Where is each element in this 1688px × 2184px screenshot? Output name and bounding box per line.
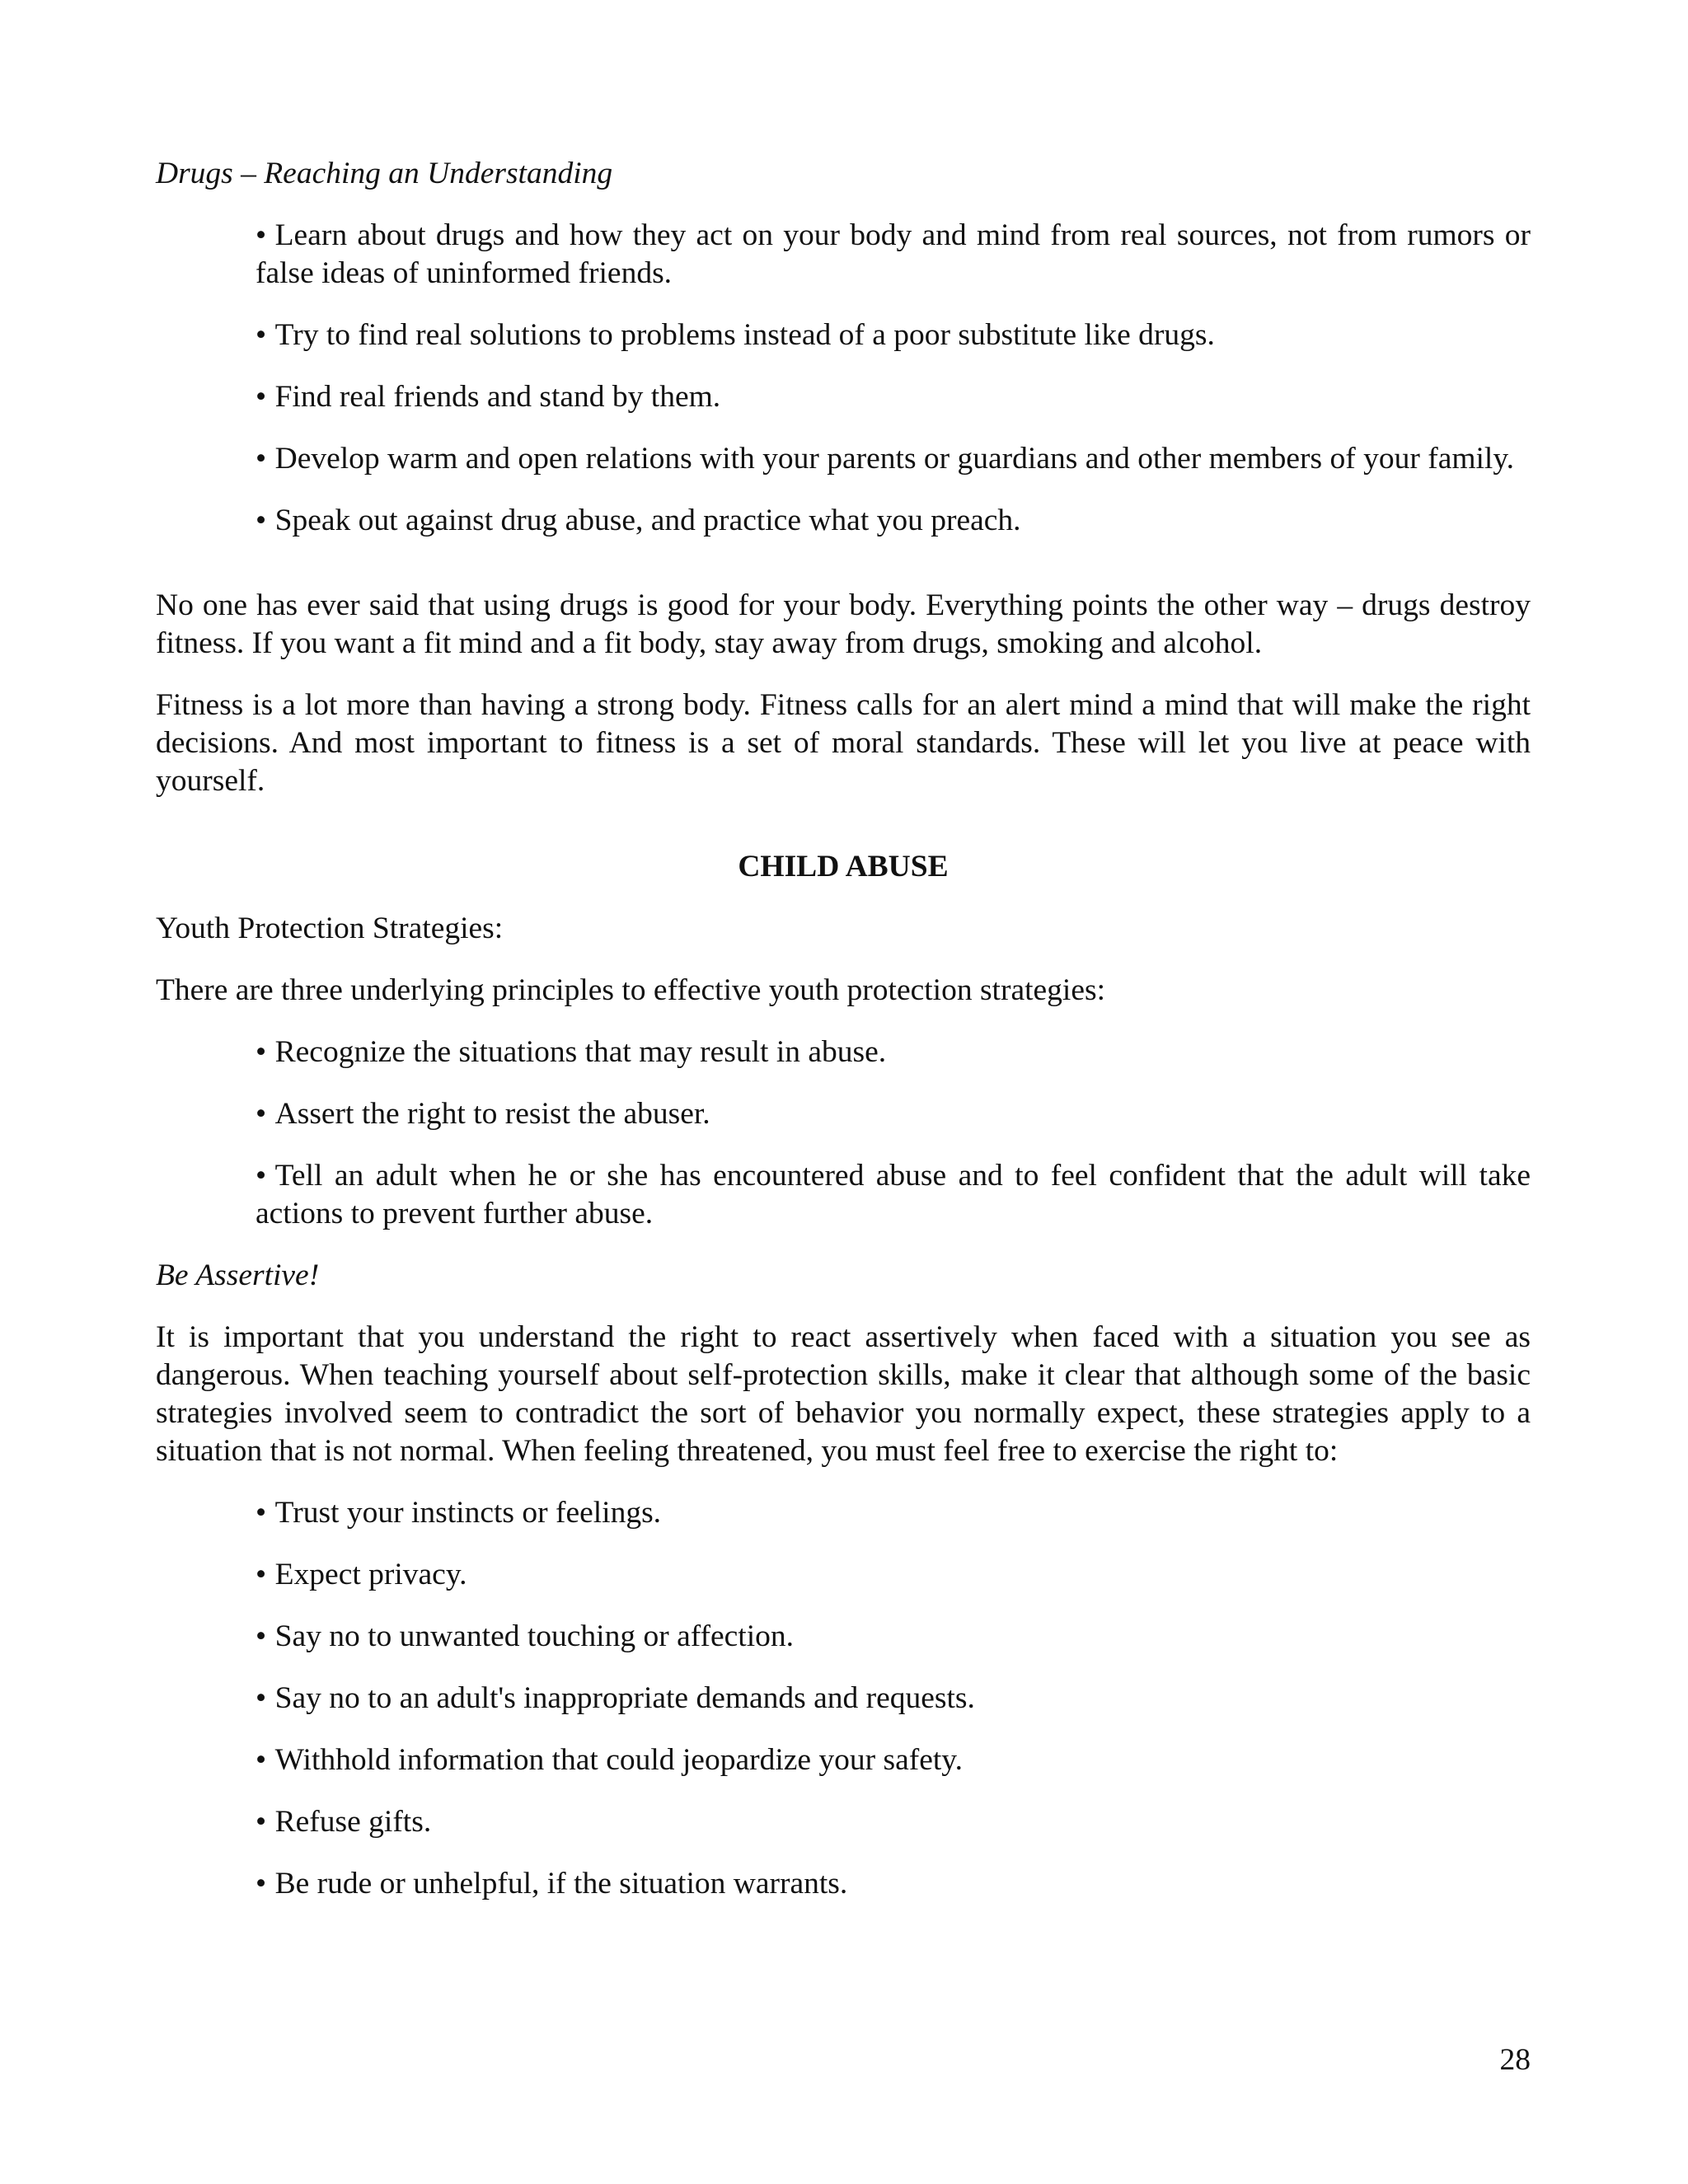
list-item-text: Find real friends and stand by them. [274,380,721,414]
list-item-text: Speak out against drug abuse, and practice what you preach. [274,504,1021,537]
document-page [156,155,1531,1927]
drugs-bullet-list [156,217,1531,540]
bullet-icon: • [256,218,267,252]
list-item-text: Learn about drugs and how they act on your body and mind from real sources, not from rumors or false ideas of uninformed friends. [256,218,1531,290]
spacer [156,564,1531,587]
fitness-paragraph: Fitness is a lot more than having a strong body. Fitness calls for an alert mind a mind that will make the right decisions. And most important to fitness is a set of moral standards. These will let you live at peace with yourself. [156,688,1531,798]
youth-protection-label: Youth Protection Strategies: [156,912,504,945]
list-item [256,1680,1531,1718]
list-item-text: Expect privacy. [274,1558,467,1591]
drugs-fitness-paragraph: No one has ever said that using drugs is good for your body. Everything points the other way – drugs destroy fitness. If you want a fit mind and a fit body, stay away from drugs, smoking and alcohol. [156,588,1531,660]
be-assertive-heading: Be Assertive! [156,1258,320,1292]
list-item-text: Tell an adult when he or she has encountered abuse and to feel confident that the adult will take actions to prevent further abuse. [256,1159,1531,1230]
bullet-icon: • [256,380,267,414]
list-item [256,378,1531,416]
list-item [256,1865,1531,1903]
bullet-icon: • [256,1097,267,1131]
page-number: 28 [1499,2043,1531,2077]
bullet-icon: • [256,1035,267,1069]
list-item [256,1095,1531,1133]
list-item [256,1741,1531,1779]
bullet-icon: • [256,1159,267,1193]
list-item [256,502,1531,540]
list-item-text: Trust your instincts or feelings. [274,1496,662,1530]
list-item [256,1803,1531,1841]
bullet-icon: • [256,1496,267,1530]
list-item [256,217,1531,293]
list-item [256,440,1531,478]
list-item-text: Say no to an adult's inappropriate demands and requests. [274,1681,975,1715]
bullet-icon: • [256,1867,267,1900]
list-item [256,1033,1531,1071]
list-item-text: Say no to unwanted touching or affection. [274,1619,795,1653]
drugs-section-heading: Drugs – Reaching an Understanding [156,157,613,190]
list-item-text: Recognize the situations that may result in abuse. [274,1035,887,1069]
list-item [256,316,1531,354]
rights-bullet-list [156,1494,1531,1903]
bullet-icon: • [256,1558,267,1591]
assertive-paragraph: It is important that you understand the right to react assertively when faced with a situation you see as dangerous. When teaching yourself about self-protection skills, make it clear that although some of the basic strategies involved seem to contradict the sort of behavior you normally expect, these strategies apply to a situation that is not normal. When feeling threatened, you must feel free to exercise the right to: [156,1320,1531,1468]
list-item [256,1494,1531,1532]
list-item-text: Withhold information that could jeopardize your safety. [274,1743,963,1777]
bullet-icon: • [256,442,267,476]
spacer [156,824,1531,848]
bullet-icon: • [256,1681,267,1715]
principles-intro: There are three underlying principles to effective youth protection strategies: [156,973,1105,1007]
list-item [256,1157,1531,1233]
list-item-text: Assert the right to resist the abuser. [274,1097,710,1131]
list-item-text: Refuse gifts. [274,1805,432,1839]
bullet-icon: • [256,318,267,352]
list-item [256,1556,1531,1594]
list-item [256,1618,1531,1656]
bullet-icon: • [256,1619,267,1653]
list-item-text: Be rude or unhelpful, if the situation warrants. [274,1867,848,1900]
principles-bullet-list [156,1033,1531,1233]
bullet-icon: • [256,504,267,537]
list-item-text: Develop warm and open relations with your parents or guardians and other members of your family. [274,442,1515,476]
section-title: CHILD ABUSE [738,850,949,883]
bullet-icon: • [256,1805,267,1839]
list-item-text: Try to find real solutions to problems instead of a poor substitute like drugs. [274,318,1215,352]
bullet-icon: • [256,1743,267,1777]
